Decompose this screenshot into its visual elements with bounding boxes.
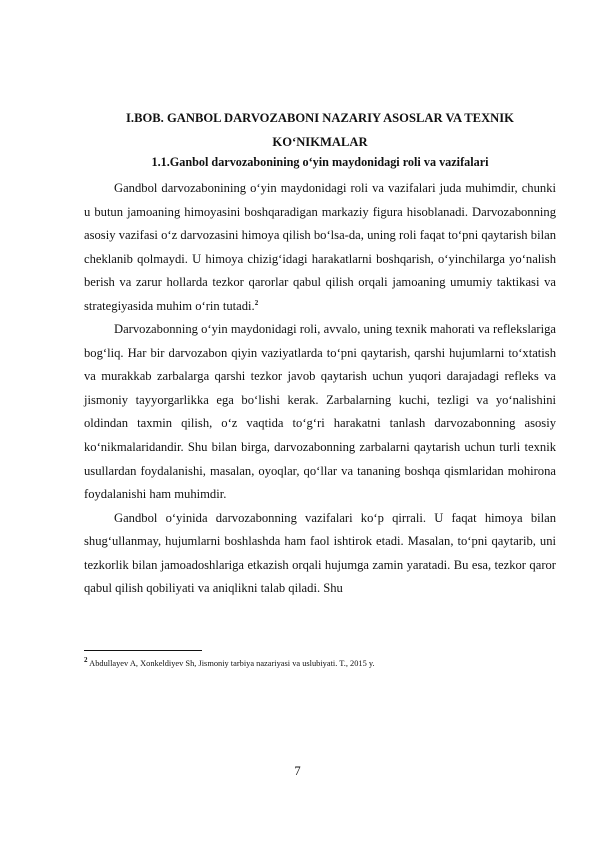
- footnote-text: Abdullayev A, Xonkeldiyev Sh, Jismoniy tarbiya nazariyasi va uslubiyati. T., 2015 y.: [89, 658, 375, 668]
- chapter-title-line-1: I.BOB. GANBOL DARVOZABONI NAZARIY ASOSLAR VA TEXNIK: [126, 111, 514, 125]
- paragraph-2: Darvozabonning o‘yin maydonidagi roli, avvalo, uning texnik mahorati va reflekslariga bog‘liq. Har bir darvozabon qiyin vaziyatlarda to‘pni qaytarish, qarshi hujumlarni to‘xtatish va murakkab zarbalarga qarshi tezkor javob qaytarish uchun yuqori darajadagi refleks va jismoniy tayyorgarlikka ega bo‘lishi kerak. Zarbalarning kuchi, tezligi va yo‘nalishini oldindan taxmin qilish, o‘z vaqtida to‘g‘ri harakatni tanlash darvozabonning asosiy ko‘nikmalaridandir. Shu bilan birga, darvozabonning zarbalarni qaytarish uchun turli texnik usullardan foydalanishi, masalan, oyoqlar, qo‘llar va tananing boshqa qismlaridan mohirona foydalanishi ham muhimdir.: [84, 322, 556, 502]
- body-text: [84, 177, 556, 601]
- paragraph-1-text: Gandbol darvozabonining o‘yin maydonidagi roli va vazifalari juda muhimdir, chunki u butun jamoaning himoyasini boshqaradigan markaziy figura hisoblanadi. Darvozabonning asosiy vazifasi o‘z darvozasini himoya qilish bo‘lsa-da, uning roli faqat to‘pni qaytarish bilan cheklanib qolmaydi. U himoya chizig‘idagi harakatlarni boshqarish, o‘yinchilarga yo‘nalish berish va zarur hollarda tezkor qarorlar qabul qilish orqali jamoaning umumiy taktikasi va strategiyasida muhim o‘rin tutadi.: [84, 181, 556, 313]
- footnote-number: 2: [84, 656, 88, 664]
- page-number: 7: [294, 764, 301, 778]
- paragraph-3: Gandbol o‘yinida darvozabonning vazifalari ko‘p qirrali. U faqat himoya bilan shug‘ullanmay, hujumlarni boshlashda ham faol ishtirok etadi. Masalan, to‘pni qaytarib, uni tezkorlik bilan jamoadoshlariga etkazish orqali hujumga zamin yaratadi. Bu esa, tezkor qaror qabul qilish qobiliyati va aniqlikni talab qiladi. Shu: [84, 510, 556, 596]
- chapter-title-line-2: KO‘NIKMALAR: [272, 135, 368, 149]
- chapter-title: [84, 106, 556, 154]
- paragraph-1: [84, 177, 556, 318]
- footnote-reference: 2: [254, 298, 259, 307]
- footnote-divider: [84, 650, 202, 651]
- footnote: [84, 654, 556, 670]
- section-title: 1.1.Ganbol darvozabonining o‘yin maydonidagi roli va vazifalari: [151, 155, 489, 169]
